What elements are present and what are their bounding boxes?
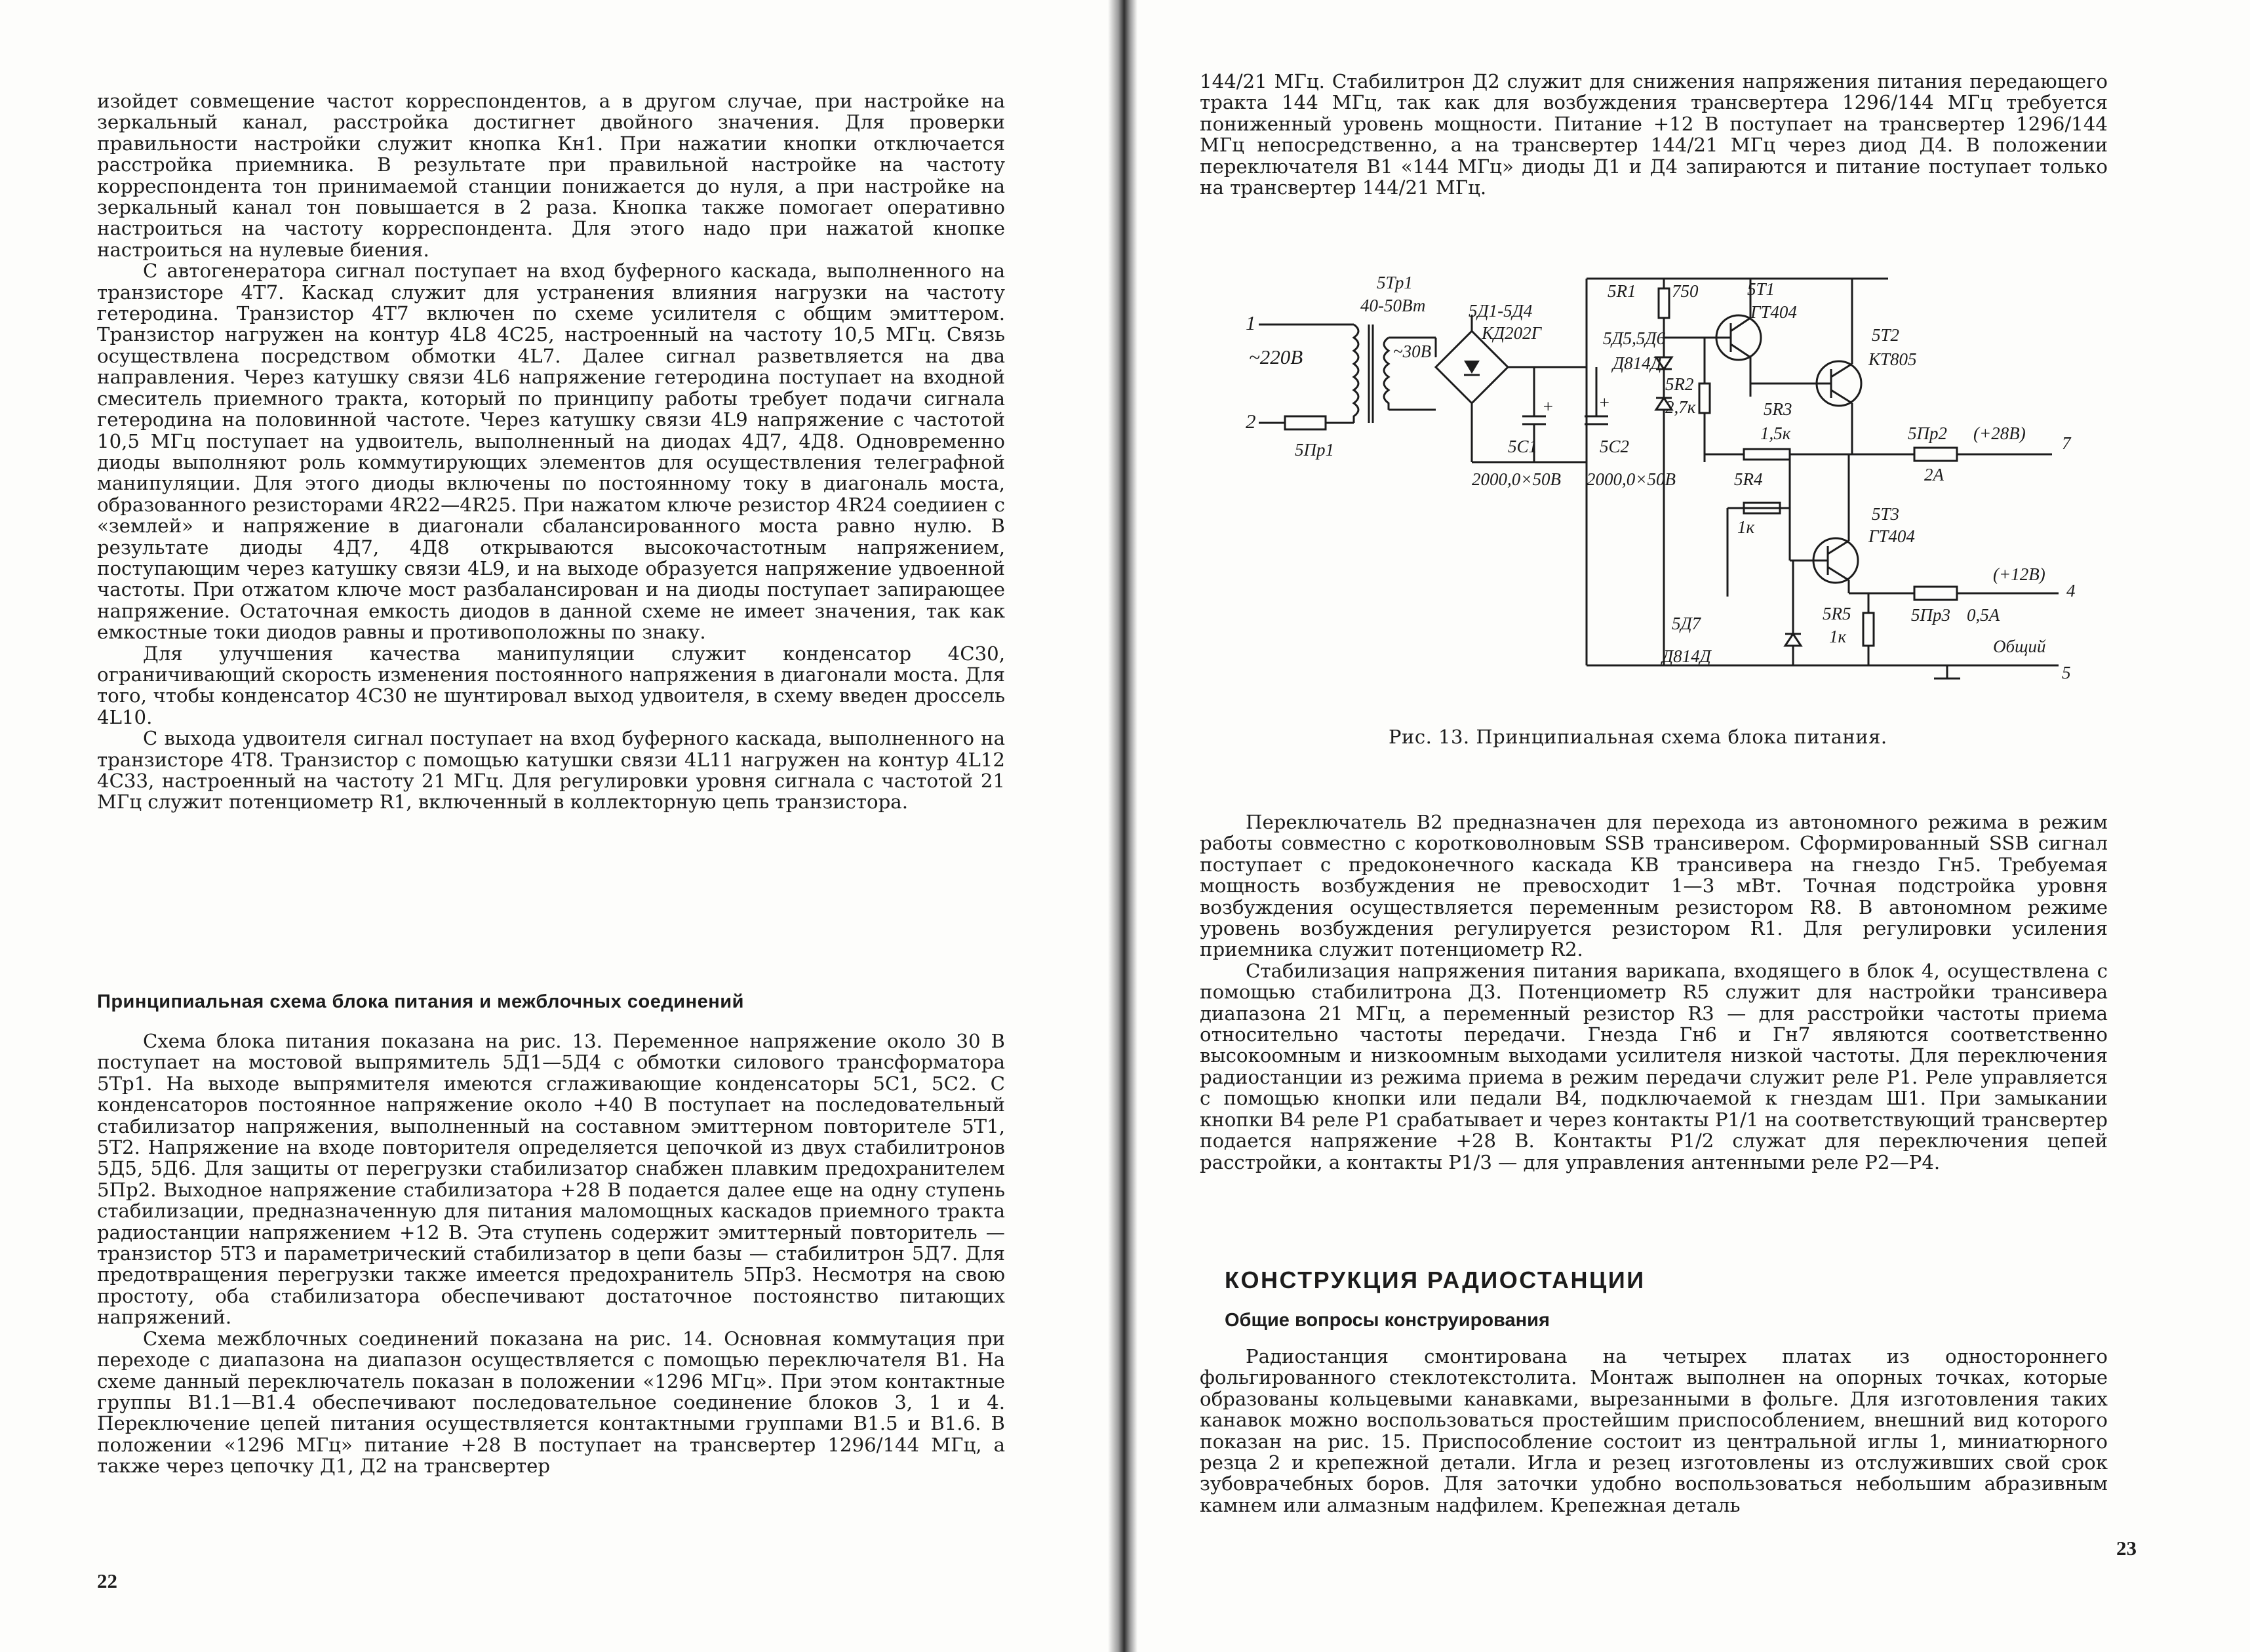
transformer-primary xyxy=(1354,324,1358,423)
pin-2-label: 2 xyxy=(1246,410,1256,433)
left-page xyxy=(0,0,1118,1652)
resistor-r5-symbol xyxy=(1863,613,1874,646)
wire xyxy=(1731,344,1750,357)
left-text-column-top xyxy=(97,90,1005,813)
capacitor-c1-value: 2000,0×50В xyxy=(1472,469,1561,489)
wire xyxy=(1831,364,1852,377)
right-text-column-top xyxy=(1200,71,2108,198)
zener-d7-label: 5Д7 xyxy=(1672,614,1701,633)
right-text-column-mid xyxy=(1200,812,2108,1173)
resistor-r5-value: 1к xyxy=(1829,627,1847,646)
paragraph: 144/21 МГц. Стабилитрон Д2 служит для снижения напряжения питания передающего тракта 144 МГц, так как для возбуждения трансвертера 1296/144 МГц требуется пониженный уровень мощности. Питание +12 В поступает на трансвертер 1296/144 МГц непосредственно, а на трансвертер 144/21 МГц через диод Д4. В положении переключателя В1 «144 МГц» диоды Д1 и Д4 запираются и питание поступает только на трансвертер 144/21 МГц. xyxy=(1200,70,2108,199)
transistor-t3-type: ГТ404 xyxy=(1868,526,1915,546)
polarity-plus: + xyxy=(1598,393,1611,412)
figure-caption: Рис. 13. Принципиальная схема блока питания. xyxy=(1389,726,1887,748)
polarity-plus: + xyxy=(1542,397,1554,416)
resistor-r4-value: 1к xyxy=(1737,517,1755,537)
bridge-label: 5Д1-5Д4 xyxy=(1469,301,1533,321)
resistor-r3-value: 1,5к xyxy=(1760,423,1791,443)
resistor-r5-label: 5R5 xyxy=(1823,604,1851,623)
zeners-label: 5Д5,5Д6 xyxy=(1603,328,1666,348)
zener-type-label: Д814Д xyxy=(1613,353,1662,373)
wire xyxy=(1731,318,1750,331)
resistor-r3-symbol xyxy=(1744,449,1790,460)
wire xyxy=(1831,390,1852,403)
capacitor-c2-label: 5С2 xyxy=(1600,437,1630,456)
book-spine-gutter xyxy=(1108,0,1137,1652)
resistor-r1-symbol xyxy=(1659,288,1669,318)
output-28v-label: (+28В) xyxy=(1973,423,2026,443)
paragraph: Схема блока питания показана на рис. 13. Переменное напряжение около 30 В поступает на мостовой выпрямитель 5Д1—5Д4 с обмотки силового трансформатора 5Тр1. На выходе выпрямителя имеются сглаживающие конденсаторы 5С1, 5С2. С конденсаторов постоянное напряжение около +40 В поступает на последовательный стабилизатор напряжения, выполненный на составном эмиттерном повторителе 5Т1, 5Т2. Напряжение на входе повторителя определяется цепочкой из двух стабилитронов 5Д5, 5Д6. Для защиты от перегрузки стабилизатор снабжен плавким предохранителем 5Пр2. Выходное напряжение стабилизатора +28 В подается далее еще на одну ступень стабилизации, предназначенную для питания маломощных каскадов приемного тракта радиостанции напряжением +12 В. Эта ступень содержит эмиттерный повторитель — транзистор 5Т3 и параметрический стабилизатор в цепи базы — стабилитрон 5Д7. Для предотвращения перегрузки также имеется предохранитель 5Пр3. Несмотря на свою простоту, оба стабилизатора обеспечивают достаточное постоянство питающих напряжений. xyxy=(97,1030,1005,1329)
bridge-type-label: КД202Г xyxy=(1482,323,1541,343)
wire xyxy=(1828,541,1849,554)
paragraph: Радиостанция смонтирована на четырех платах из одностороннего фольгированного стеклотекстолита. Монтаж выполнен на опорных точках, которые образованы кольцевыми канавками, вырезанными в фольге. Для изготовления таких канавок можно воспользоваться простейшим приспособлением, внешний вид которого показан на рис. 15. Приспособление состоит из центральной иглы 1, миниатюрного резца 2 и крепежной детали. Игла и резец изготовлены из отслуживших свой срок зубоврачебных боров. Для заточки удобно воспользоваться небольшим абразивным камнем или алмазным надфилем. Крепежная деталь xyxy=(1200,1345,2108,1516)
capacitor-c2-value: 2000,0×50В xyxy=(1587,469,1676,489)
fuse-3-label: 5Пр3 xyxy=(1911,605,1950,625)
pin-5-label: 5 xyxy=(2062,663,2071,682)
paragraph: С выхода удвоителя сигнал поступает на вход буферного каскада, выполненного на транзисторе 4Т8. Транзистор с помощью катушки связи 4L11 нагружен на контур 4L12 4С33, настроенный на частоту 21 МГц. Для регулировки уровня сигнала с частотой 21 МГц служит потенциометр R1, включенный в коллекторную цепь транзистора. xyxy=(97,727,1005,814)
transistor-t3-label: 5Т3 xyxy=(1872,504,1900,524)
paragraph: Стабилизация напряжения питания варикапа, входящего в блок 4, осуществлена с помощью стабилитрона Д3. Потенциометр R5 служит для настройки трансивера диапазона 21 МГц, а переменный резистор R3 — для расстройки частоты приема относительно частоты передачи. Гнезда Гн6 и Гн7 являются соответственно высокоомным и низкоомным выходами усилителя низкой частоты. Для переключения радиостанции из режима приема в режим передачи служит реле Р1. Реле управляется с помощью кнопки или педали В4, подключаемой к гнездам Ш1. При замыкании кнопки В4 реле Р1 срабатывает и через контакты Р1/1 на соответствующий трансвертер подается напряжение +28 В. Контакты Р1/2 служат для переключения цепей расстройки, а контакты Р1/3 — для управления антенными реле Р2—Р4. xyxy=(1200,959,2108,1173)
fuse-1-symbol xyxy=(1285,416,1326,429)
paragraph: изойдет совмещение частот корреспондентов, а в другом случае, при настройке на зеркальный канал, расстройка достигнет двойного значения. Для проверки правильности настройки служит кнопка Кн1. При нажатии кнопки отключается расстройка приемника. В результате при правильной настройке на частоту корреспондента тон принимаемой станции понижается до нуля, а при настройке на зеркальный канал тон повышается в 2 раза. Кнопка также помогает оперативно настроиться на частоту корреспондента. Для этого надо при нажатой кнопке настроиться на нулевые биения. xyxy=(97,90,1005,261)
resistor-r2-label: 5R2 xyxy=(1665,374,1694,394)
common-label: Общий xyxy=(1993,637,2046,656)
zener-diode-icon xyxy=(1785,634,1801,646)
transformer-secondary xyxy=(1384,338,1389,410)
resistor-r4-label: 5R4 xyxy=(1734,469,1763,489)
output-12v-label: (+12В) xyxy=(1993,564,2045,584)
transistor-t2-label: 5Т2 xyxy=(1872,325,1900,345)
fuse-2-value: 2А xyxy=(1924,465,1944,484)
paragraph: Для улучшения качества манипуляции служит конденсатор 4С30, ограничивающий скорость изменения постоянного напряжения в диагонали моста. Для того, чтобы конденсатор 4С30 не шунтировал выход удвоителя, в схему введен дроссель 4L10. xyxy=(97,642,1005,728)
paragraph: С автогенератора сигнал поступает на вход буферного каскада, выполненного на транзисторе 4Т7. Каскад служит для устранения влияния нагрузки на частоту гетеродина. Транзистор 4Т7 включен по схеме усилителя с общим эмиттером. Транзистор нагружен на контур 4L8 4С25, настроенный на частоту 10,5 МГц. Связь осуществлена посредством обмотки 4L7. Далее сигнал разветвляется на два направления. Через катушку связи 4L6 напряжение гетеродина поступает на входной смеситель приемного тракта, который по принципу работы требует подачи сигнала гетеродина на половинной частоте. Через катушку связи 4L9 напряжение с частотой 10,5 МГц поступает на удвоитель, выполненный на диодах 4Д7, 4Д8. Одновременно диоды выполняют роль коммутирующих элементов для осуществления телеграфной манипуляции. Для этого диоды включены по постоянному току в диагональ моста, образованного резисторами 4R22—4R25. При нажатом ключе резистор 4R24 соедииен с «землей» и напряжение в диагонали сбалансированного моста равно нулю. В результате диоды 4Д7, 4Д8 открываются высокочастотным напряжением, поступающим через катушку связи 4L9, и на выходе образуется напряжение удвоенной частоты. При отжатом ключе мост разбалансирован и на диоды поступает запирающее напряжение. Остаточная емкость диодов в данной схеме не имеет значения, так как емкостные токи диодов равны и противоположны по знаку. xyxy=(97,260,1005,644)
chapter-heading: КОНСТРУКЦИЯ РАДИОСТАНЦИИ xyxy=(1225,1267,1646,1293)
page-number: 23 xyxy=(2116,1537,2137,1560)
pin-1-label: 1 xyxy=(1246,311,1256,334)
paragraph: Переключатель В2 предназначен для перехода из автономного режима в режим работы совместно с коротковолновым SSB трансивером. Сформированный SSB сигнал поступает с предоконечного каскада КВ трансивера на гнездо Гн5. Требуемая мощность возбуждения не превосходит 1—3 мВт. Точная подстройка уровня возбуждения осуществляется переменным резистором R8. В автономном режиме уровень возбуждения регулируется резистором R1. Для регулировки усиления приемника служит потенциометр R2. xyxy=(1200,811,2108,961)
fuse-3-symbol xyxy=(1914,587,1957,600)
transistor-t2-type: КТ805 xyxy=(1868,349,1917,369)
power-supply-schematic xyxy=(1246,252,2118,705)
output-pin-label: 7 xyxy=(2062,433,2071,453)
fuse-2-symbol xyxy=(1914,448,1957,461)
diode-icon xyxy=(1464,361,1480,374)
transistor-t1-type: ГТ404 xyxy=(1750,302,1797,322)
section-heading: Принципиальная схема блока питания и межблочных соединений xyxy=(97,991,744,1012)
fuse-3-value: 0,5А xyxy=(1967,605,2000,625)
resistor-r3-label: 5R3 xyxy=(1764,399,1792,419)
zener-d7-type: Д814Д xyxy=(1662,646,1711,666)
wire xyxy=(1828,567,1849,580)
resistor-r2-symbol xyxy=(1699,384,1710,413)
resistor-r1-value: 750 xyxy=(1672,281,1699,301)
paragraph: Схема межблочных соединений показана на рис. 14. Основная коммутация при переходе с диапазона на диапазон осуществляется с помощью переключателя В1. На схеме данный переключатель показан в положении «1296 МГц». При этом контактные группы В1.1—В1.4 обеспечивают последовательное соединение блоков 3, 1 и 4. Переключение цепей питания осуществляется контактными группами В1.5 и В1.6. В положении «1296 МГц» питание +28 В поступает на трансвертер 1296/144 МГц, а также через цепочку Д1, Д2 на трансвертер xyxy=(97,1327,1005,1478)
transformer-power-label: 40-50Вт xyxy=(1360,296,1426,315)
fuse-1-label: 5Пр1 xyxy=(1295,440,1334,460)
fuse-2-label: 5Пр2 xyxy=(1908,423,1947,443)
page-number: 22 xyxy=(97,1569,117,1592)
mains-voltage-label: ~220В xyxy=(1249,345,1303,368)
capacitor-c1-label: 5С1 xyxy=(1508,437,1538,456)
left-text-column-bottom xyxy=(97,1031,1005,1477)
right-text-column-bottom xyxy=(1200,1346,2108,1516)
pin-4-label: 4 xyxy=(2066,581,2076,600)
secondary-voltage-label: ~30В xyxy=(1393,342,1432,361)
transistor-t1-label: 5Т1 xyxy=(1747,279,1775,299)
resistor-r1-label: 5R1 xyxy=(1608,281,1636,301)
transformer-label: 5Тр1 xyxy=(1377,273,1413,292)
section-heading: Общие вопросы конструирования xyxy=(1225,1310,1550,1331)
resistor-r2-value: 2,7к xyxy=(1665,397,1696,417)
